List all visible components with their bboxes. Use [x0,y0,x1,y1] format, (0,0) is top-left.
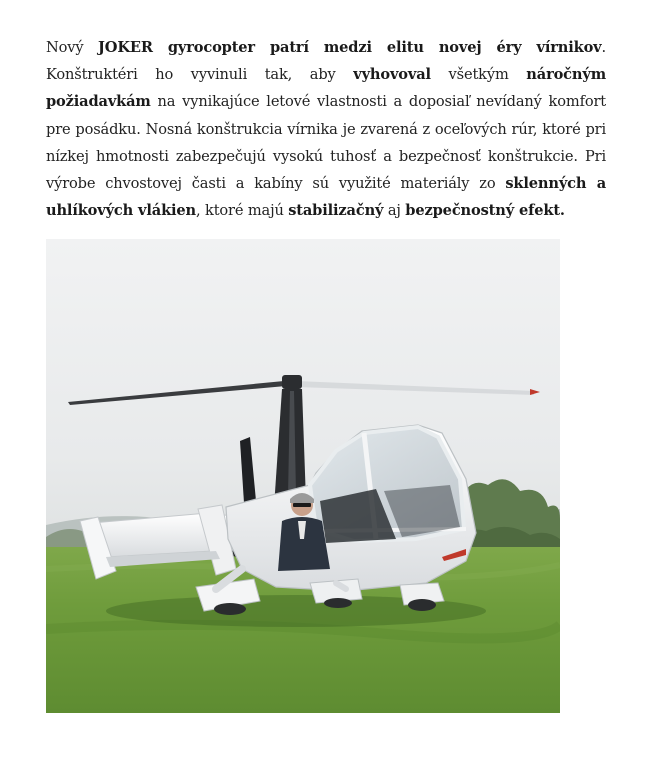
emphasis-text: sklenných a uhlíkových vlákien [46,175,606,220]
rotor-hub [282,375,302,389]
intro-paragraph [46,34,606,224]
main-wheel-left [214,603,246,615]
emphasis-text: stabilizačný [288,202,384,220]
article [46,34,606,224]
emphasis-text: bezpečnostný efekt. [405,202,565,220]
emphasis-text: náročným požiadavkám [46,66,607,111]
emphasis-text: JOKER gyrocopter patrí medzi elitu novej éry vírnikov [98,39,602,56]
front-wheel [408,599,436,611]
gyrocopter-photo-illustration [46,239,560,713]
body-text: všetkým [430,66,527,84]
gyrocopter-photo [46,239,560,713]
body-text: aj [383,202,406,220]
body-text: , ktoré majú [196,202,289,220]
body-text: na vynikajúce letové vlastnosti a doposiaľ nevídaný komfort pre posádku. Nosná konštrukcia vírnika je zvarená z oceľových rúr, ktoré pri nízkej hmotnosti zabezpečujú vysokú tuhosť a bezpečnosť konštrukcie. Pri výrobe chvostovej časti a kabíny sú využité materiály zo [46,93,606,193]
emphasis-text: vyhovoval [353,66,431,84]
main-wheel-right [324,598,352,608]
body-text: . Konštruktéri ho vyvinuli tak, aby [46,39,606,84]
pilot-sunglasses [293,503,311,507]
body-text: Nový [46,39,99,56]
